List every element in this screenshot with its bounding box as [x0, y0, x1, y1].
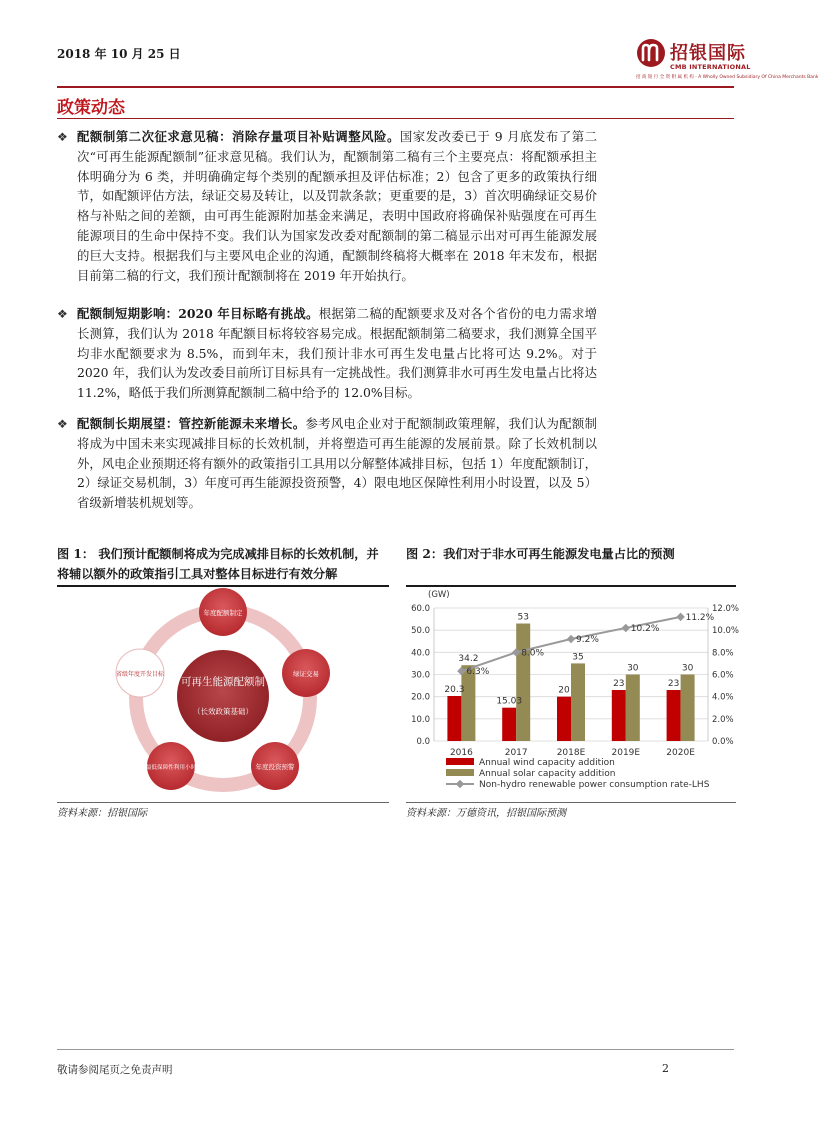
legend-line-marker [456, 780, 464, 788]
bar-solar [516, 624, 530, 741]
bar-solar-label: 35 [572, 652, 584, 663]
figure1-source: 资料来源：招银国际 [57, 808, 147, 819]
page-number: 2 [662, 1062, 669, 1075]
bar-wind-label: 23 [613, 679, 625, 690]
bullet-lead: 配额制第二次征求意见稿：消除存量项目补贴调整风险。 [77, 129, 400, 144]
y-tick-label: 20.0 [411, 692, 430, 703]
legend-label: Non-hydro renewable power consumption rate-LHS [479, 780, 710, 790]
bar-wind-label: 15.03 [496, 696, 523, 707]
y-tick-label: 60.0 [411, 604, 430, 614]
bullet-paragraph [77, 127, 597, 285]
header-date: 2018 年 10 月 25 日 [57, 47, 181, 61]
y-tick-label: 40.0 [411, 648, 430, 659]
legend-swatch [446, 758, 474, 765]
bar-wind [447, 696, 461, 741]
y-axis-ticks [411, 604, 430, 747]
line-point-label: 6.3% [466, 667, 490, 678]
node-label-provincial-target: 省级年度开发目标 [115, 671, 165, 678]
bar-solar [571, 663, 585, 741]
figure1-title-rule [57, 585, 389, 587]
legend-label: Annual solar capacity addition [479, 769, 616, 779]
figure2-source: 资料来源：万德资讯，招银国际预测 [406, 808, 566, 819]
line-point [622, 624, 630, 632]
line-point [567, 635, 575, 643]
y-tick-label: 30.0 [411, 670, 430, 681]
bar-wind [612, 690, 626, 741]
x-tick-label: 2016 [449, 748, 473, 758]
logo-english-name: CMB INTERNATIONAL [670, 63, 751, 71]
bar-wind [502, 708, 516, 741]
y2-tick-label: 0.0% [712, 737, 734, 747]
figure2-source-rule [406, 802, 736, 803]
policy-cycle-diagram [57, 588, 389, 800]
y2-tick-label: 2.0% [712, 714, 734, 725]
y2-tick-label: 10.0% [712, 626, 740, 637]
line-point [676, 613, 684, 621]
figure1-title: 图 1： 我们预计配额制将成为完成减排目标的长效机制，并将辅以额外的政策指引工具对整体目标进行有效分解 [57, 547, 379, 581]
y-tick-label: 10.0 [411, 714, 430, 725]
y-tick-label: 50.0 [411, 626, 430, 637]
y-axis-label: (GW) [428, 590, 450, 600]
legend-label: Annual wind capacity addition [479, 758, 615, 768]
renewable-forecast-chart [406, 588, 740, 800]
figure2-title: 图 2：我们对于非水可再生能源发电量占比的预测 [406, 547, 675, 561]
x-tick-label: 2017 [504, 748, 528, 758]
y2-axis-ticks [712, 604, 739, 747]
cmb-logo-icon [636, 38, 666, 68]
y2-tick-label: 6.0% [712, 670, 734, 681]
legend-swatch [446, 769, 474, 776]
logo-chinese-name: 招银国际 [670, 43, 746, 64]
node-label-annual-quota: 年度配额制定 [203, 609, 243, 617]
x-tick-label: 2018E [556, 748, 586, 758]
bullet-body: 参考风电企业对于配额制政策理解，我们认为配额制将成为中国未来实现减排目标的长效机制，并将塑造可再生能源的发展前景。除了长效机制以外，风电企业预期还将有额外的政策指引工具用以分解整体减排目标，包括 1）年度配额制订，2）绿证交易机制，3）年度可再生能源投资预警，4）限电地区保障性利用小时设置，以及 5）省级新增装机规划等。 [77, 416, 598, 511]
bullet-paragraph [77, 414, 597, 513]
chart-legend [446, 758, 710, 790]
bar-solar [626, 675, 640, 742]
center-title [181, 675, 265, 688]
x-axis-ticks [450, 748, 695, 758]
bullet-diamond-icon: ❖ [57, 130, 68, 144]
center-node [177, 650, 269, 742]
bullet-diamond-icon: ❖ [57, 307, 68, 321]
chart-line-series [457, 613, 714, 678]
bar-solar-label: 30 [681, 663, 694, 674]
center-subtitle: （长效政策基础） [193, 707, 253, 716]
node-label-green-cert: 绿证交易 [293, 670, 319, 678]
node-label-min-hours: 最低保障性利用小时 [145, 765, 197, 771]
line-point-label: 9.2% [576, 635, 599, 646]
line-point-label: 11.2% [685, 612, 715, 623]
section-divider [57, 118, 734, 119]
node-label-investment-warning: 年度投资预警 [255, 763, 295, 771]
bullet-lead: 配额制短期影响：2020 年目标略有挑战。 [77, 306, 319, 321]
x-tick-label: 2020E [666, 748, 695, 758]
bar-wind [667, 690, 681, 741]
figure1-source-rule [57, 802, 389, 803]
bullet-body: 国家发改委已于 9 月底发布了第二次“可再生能源配额制”征求意见稿。我们认为，配额制第二稿有三个主要亮点：将配额承担主体明确分为 6 类，并明确确定每个类别的配额承担及评估标准；2）包含了更多的政策执行细节，如配额评估方法，绿证交易及转让，以及罚款条款；更重要的是，3）首次明确绿证交易价格与补贴之间的差额，由可再生能源附加基金来满足，表明中国政府将确保补贴强度在可再生能源项目的生命中保持不变。我们认为国家发改委对配额制的第二稿显示出对可再生能源发展的巨大支持。根据我们与主要风电企业的沟通，配额制终稿将大概率在 2018 年末发布，根据目前第二稿的行文，我们预计配额制将在 2019 年开始执行。 [77, 129, 597, 283]
y2-tick-label: 12.0% [712, 604, 740, 614]
y-tick-label: 0.0 [416, 737, 430, 747]
bar-solar-label: 34.2 [458, 654, 479, 665]
y2-tick-label: 8.0% [712, 648, 734, 659]
bar-wind-label: 20.3 [444, 685, 465, 696]
x-tick-label: 2019E [611, 748, 641, 758]
y2-tick-label: 4.0% [712, 692, 734, 703]
bar-wind-label: 23 [667, 679, 680, 690]
line-point-label: 10.2% [630, 623, 660, 634]
bar-solar-label: 30 [627, 663, 639, 674]
bar-solar [681, 675, 695, 742]
bullet-body: 根据第二稿的配额要求及对各个省份的电力需求增长测算，我们认为 2018 年配额目标将较容易完成。根据配额制第二稿要求，我们测算全国平均非水配额要求为 8.5%，而到年末，我们预计非水可再生发电量占比将可达 9.2%。对于 2020 年，我们认为发改委目前所订目标具有一定挑战性。我们测算非水可再生发电量占比将达 11.2%，略低于我们所测算配额制二稿中给予的 12.0%目标。 [77, 306, 597, 401]
company-logo [636, 38, 818, 88]
bullet-paragraph [77, 304, 597, 403]
bullet-diamond-icon: ❖ [57, 417, 68, 431]
header-divider [57, 86, 734, 88]
bar-solar-label: 53 [517, 612, 529, 623]
line-point-label: 8.0% [521, 648, 545, 659]
bar-wind [557, 697, 571, 741]
bullet-lead: 配额制长期展望：管控新能源未来增长。 [77, 416, 306, 431]
center-title-line1: 可再生能源配额制 [181, 676, 265, 688]
figure2-title-rule [406, 585, 736, 587]
bar-wind-label: 20 [558, 685, 570, 696]
logo-tagline: 招 商 银 行 全 资 附 属 机 构 · A Wholly Owned Subsidiary Of China Merchants Bank [636, 75, 818, 80]
section-title: 政策动态 [57, 98, 125, 118]
footer-divider [57, 1049, 734, 1050]
footer-disclaimer: 敬请参阅尾页之免责声明 [57, 1064, 173, 1076]
